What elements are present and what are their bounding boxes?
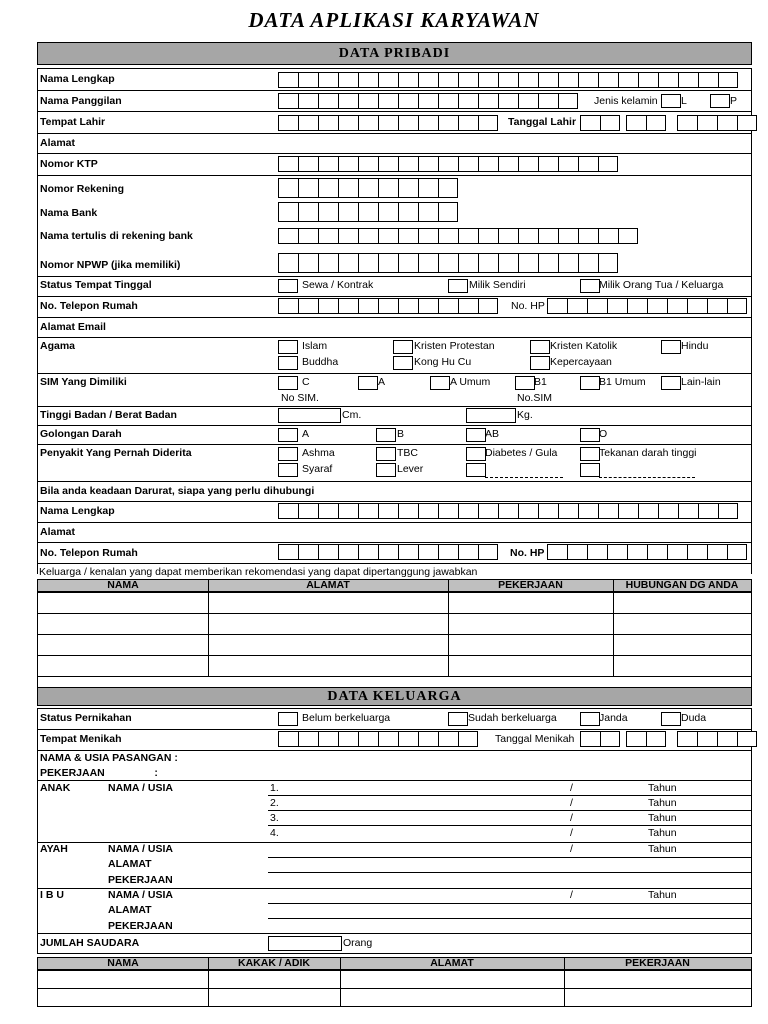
input-nama-tertulis[interactable] <box>278 228 638 244</box>
label-milik-ortu: Milik Orang Tua / Keluarga <box>599 279 724 291</box>
label-ibu-nama-usia: NAMA / USIA <box>108 889 173 901</box>
label-nama-panggilan: Nama Panggilan <box>40 95 122 107</box>
label-nama-tertulis: Nama tertulis di rekening bank <box>40 230 193 242</box>
checkbox-janda[interactable] <box>580 712 600 726</box>
input-nama-lengkap[interactable] <box>278 72 738 88</box>
checkbox-sim-b1-umum[interactable] <box>580 376 600 390</box>
table-row[interactable] <box>38 593 751 613</box>
label-islam: Islam <box>302 340 328 352</box>
slash: / <box>570 827 573 839</box>
label-sim-b1: B1 <box>534 376 547 388</box>
label-anak-nama-usia: NAMA / USIA <box>108 782 173 794</box>
col-pekerjaan: PEKERJAAN <box>498 579 563 591</box>
label-darurat-hp: No. HP <box>510 547 545 559</box>
label-darah-b: B <box>397 428 405 440</box>
checkbox-diabetes[interactable] <box>466 447 486 461</box>
label-anak-1: 1. <box>270 782 279 794</box>
label-duda: Duda <box>681 712 707 724</box>
input-npwp[interactable] <box>278 253 618 273</box>
label-tanggal-lahir: Tanggal Lahir <box>508 116 577 128</box>
label-no-hp: No. HP <box>511 300 545 312</box>
label-darurat-heading: Bila anda keadaan Darurat, siapa yang perlu dihubungi <box>40 485 315 497</box>
label-kg: Kg. <box>517 409 533 421</box>
label-kepercayaan: Kepercayaan <box>550 356 612 368</box>
checkbox-darah-b[interactable] <box>376 428 396 442</box>
label-darah-a: A <box>302 428 310 440</box>
label-tinggi-berat: Tinggi Badan / Berat Badan <box>40 409 177 421</box>
label-buddha: Buddha <box>302 356 339 368</box>
label-syaraf: Syaraf <box>302 463 333 475</box>
label-tanggal-menikah: Tanggal Menikah <box>495 733 575 745</box>
checkbox-protestan[interactable] <box>393 340 413 354</box>
label-tbc: TBC <box>397 447 418 459</box>
label-sim-a-umum: A Umum <box>450 376 491 388</box>
input-nama-panggilan[interactable] <box>278 93 578 109</box>
checkbox-sim-c[interactable] <box>278 376 298 390</box>
label-tekanan-darah: Tekanan darah tinggi <box>599 447 697 459</box>
label-npwp: Nomor NPWP (jika memiliki) <box>40 259 181 271</box>
label-ayah-nama-usia: NAMA / USIA <box>108 843 173 855</box>
col-alamat: ALAMAT <box>430 957 474 969</box>
col-nama: NAMA <box>107 579 139 591</box>
label-hindu: Hindu <box>681 340 709 352</box>
label-penyakit: Penyakit Yang Pernah Diderita <box>40 447 192 459</box>
label-status-tinggal: Status Tempat Tinggal <box>40 279 152 291</box>
input-tgl-lahir-mm[interactable] <box>626 115 666 131</box>
label-no-sim-2: No.SIM <box>517 392 553 404</box>
slash: / <box>570 889 573 901</box>
label-tahun: Tahun <box>648 843 677 855</box>
label-nama-bank: Nama Bank <box>40 207 98 219</box>
checkbox-sim-a[interactable] <box>358 376 378 390</box>
checkbox-darah-o[interactable] <box>580 428 600 442</box>
col-kakak-adik: KAKAK / ADIK <box>238 957 310 969</box>
label-ayah-pekerjaan: PEKERJAAN <box>108 874 173 886</box>
label-tempat-menikah: Tempat Menikah <box>40 733 122 745</box>
slash: / <box>570 797 573 809</box>
slash: / <box>570 782 573 794</box>
checkbox-darah-ab[interactable] <box>466 428 486 442</box>
section-title: DATA PRIBADI <box>338 46 451 61</box>
label-anak-4: 4. <box>270 827 279 839</box>
section-title: DATA KELUARGA <box>327 689 462 704</box>
checkbox-sim-a-umum[interactable] <box>430 376 450 390</box>
label-tahun: Tahun <box>648 889 677 901</box>
label-nomor-ktp: Nomor KTP <box>40 158 98 170</box>
col-nama: NAMA <box>107 957 139 969</box>
checkbox-lever[interactable] <box>376 463 396 477</box>
label-sim-b1-umum: B1 Umum <box>599 376 646 388</box>
table-row[interactable] <box>38 989 751 1006</box>
checkbox-jk-p[interactable] <box>710 94 730 108</box>
label-darah-ab: AB <box>485 428 500 440</box>
label-tahun: Tahun <box>648 797 677 809</box>
label-tahun: Tahun <box>648 827 677 839</box>
input-jumlah-saudara[interactable] <box>268 936 342 951</box>
label-ayah-alamat: ALAMAT <box>108 858 152 870</box>
checkbox-duda[interactable] <box>661 712 681 726</box>
label-nomor-rekening: Nomor Rekening <box>40 183 125 195</box>
form-title: DATA APLIKASI KARYAWAN <box>248 8 540 32</box>
label-alamat: Alamat <box>40 137 76 149</box>
label-pasangan: NAMA & USIA PASANGAN : <box>40 752 178 764</box>
label-ibu-pekerjaan: PEKERJAAN <box>108 920 173 932</box>
checkbox-sim-lain[interactable] <box>661 376 681 390</box>
label-orang: Orang <box>343 937 373 949</box>
checkbox-kepercayaan[interactable] <box>530 356 550 370</box>
label-darurat-alamat: Alamat <box>40 526 76 538</box>
table-row[interactable] <box>38 971 751 988</box>
label-belum-berkeluarga: Belum berkeluarga <box>302 712 391 724</box>
input-tgl-lahir-dd[interactable] <box>580 115 620 131</box>
label-cm: Cm. <box>342 409 362 421</box>
slash: / <box>570 843 573 855</box>
label-sim-lain: Lain-lain <box>681 376 721 388</box>
input-tgl-menikah-dd[interactable] <box>580 731 620 747</box>
input-darurat-nama[interactable] <box>278 503 738 519</box>
input-tgl-menikah-mm[interactable] <box>626 731 666 747</box>
checkbox-penyakit-lain-1[interactable] <box>466 463 486 477</box>
checkbox-penyakit-lain-2[interactable] <box>580 463 600 477</box>
checkbox-tbc[interactable] <box>376 447 396 461</box>
input-telepon-rumah[interactable] <box>278 298 498 314</box>
checkbox-katolik[interactable] <box>530 340 550 354</box>
label-sim-a: A <box>378 376 386 388</box>
label-anak-2: 2. <box>270 797 279 809</box>
label-tempat-lahir: Tempat Lahir <box>40 116 106 128</box>
label-janda: Janda <box>599 712 628 724</box>
label-status-pernikahan: Status Pernikahan <box>40 712 132 724</box>
label-darah-o: O <box>599 428 608 440</box>
label-sim-c: C <box>302 376 310 388</box>
checkbox-ashma[interactable] <box>278 447 298 461</box>
label-golongan-darah: Golongan Darah <box>40 428 122 440</box>
checkbox-sudah-berkeluarga[interactable] <box>448 712 468 726</box>
label-email: Alamat Email <box>40 321 106 333</box>
label-jk-p: P <box>730 95 738 107</box>
label-milik-sendiri: Milik Sendiri <box>469 279 526 291</box>
input-berat[interactable] <box>466 408 516 423</box>
label-darurat-nama: Nama Lengkap <box>40 505 115 517</box>
label-rekomendasi-heading: Keluarga / kenalan yang dapat memberikan rekomendasi yang dapat dipertanggung jawabkan <box>39 566 478 578</box>
checkbox-buddha[interactable] <box>278 356 298 370</box>
label-jenis-kelamin: Jenis kelamin <box>594 95 658 107</box>
label-telepon-rumah: No. Telepon Rumah <box>40 300 138 312</box>
label-anak: ANAK <box>40 782 71 794</box>
section-header-keluarga <box>37 687 752 706</box>
label-sim: SIM Yang Dimiliki <box>40 376 127 388</box>
input-nomor-rekening[interactable] <box>278 178 458 198</box>
checkbox-jk-l[interactable] <box>661 94 681 108</box>
label-tahun: Tahun <box>648 812 677 824</box>
label-ashma: Ashma <box>302 447 335 459</box>
checkbox-milik-ortu[interactable] <box>580 279 600 293</box>
input-tempat-menikah[interactable] <box>278 731 478 747</box>
input-darurat-telepon[interactable] <box>278 544 498 560</box>
label-katolik: Kristen Katolik <box>550 340 618 352</box>
label-ibu: I B U <box>40 889 64 901</box>
label-ibu-alamat: ALAMAT <box>108 904 152 916</box>
col-pekerjaan: PEKERJAAN <box>625 957 690 969</box>
input-nomor-ktp[interactable] <box>278 156 618 172</box>
label-jumlah-saudara: JUMLAH SAUDARA <box>40 937 140 949</box>
label-tahun: Tahun <box>648 782 677 794</box>
checkbox-tekanan-darah[interactable] <box>580 447 600 461</box>
input-tgl-menikah-yy[interactable] <box>677 731 757 747</box>
table-row[interactable] <box>38 614 751 634</box>
label-ayah: AYAH <box>40 843 68 855</box>
checkbox-konghucu[interactable] <box>393 356 413 370</box>
col-hubungan: HUBUNGAN DG ANDA <box>625 579 739 591</box>
table-row[interactable] <box>38 635 751 655</box>
checkbox-sim-b1[interactable] <box>515 376 535 390</box>
label-protestan: Kristen Protestan <box>414 340 495 352</box>
checkbox-islam[interactable] <box>278 340 298 354</box>
label-darurat-telepon: No. Telepon Rumah <box>40 547 138 559</box>
input-darurat-hp[interactable] <box>547 544 747 560</box>
checkbox-darah-a[interactable] <box>278 428 298 442</box>
label-agama: Agama <box>40 340 76 352</box>
col-alamat: ALAMAT <box>306 579 350 591</box>
input-nama-bank[interactable] <box>278 202 458 222</box>
label-konghucu: Kong Hu Cu <box>414 356 472 368</box>
label-sudah-berkeluarga: Sudah berkeluarga <box>468 712 557 724</box>
label-lever: Lever <box>397 463 424 475</box>
label-diabetes: Diabetes / Gula <box>485 447 558 459</box>
checkbox-sewa[interactable] <box>278 279 298 293</box>
checkbox-syaraf[interactable] <box>278 463 298 477</box>
label-sewa: Sewa / Kontrak <box>302 279 374 291</box>
checkbox-hindu[interactable] <box>661 340 681 354</box>
input-tempat-lahir[interactable] <box>278 115 498 131</box>
checkbox-milik-sendiri[interactable] <box>448 279 468 293</box>
label-anak-3: 3. <box>270 812 279 824</box>
label-no-sim: No SIM. <box>281 392 319 404</box>
input-tgl-lahir-yy[interactable] <box>677 115 757 131</box>
slash: / <box>570 812 573 824</box>
input-tinggi[interactable] <box>278 408 341 423</box>
label-pekerjaan-pasangan: PEKERJAAN : <box>40 767 158 779</box>
table-row[interactable] <box>38 656 751 676</box>
input-no-hp[interactable] <box>547 298 747 314</box>
checkbox-belum-berkeluarga[interactable] <box>278 712 298 726</box>
section-header-pribadi <box>37 42 752 65</box>
label-jk-l: L <box>681 95 687 107</box>
label-nama-lengkap: Nama Lengkap <box>40 73 115 85</box>
